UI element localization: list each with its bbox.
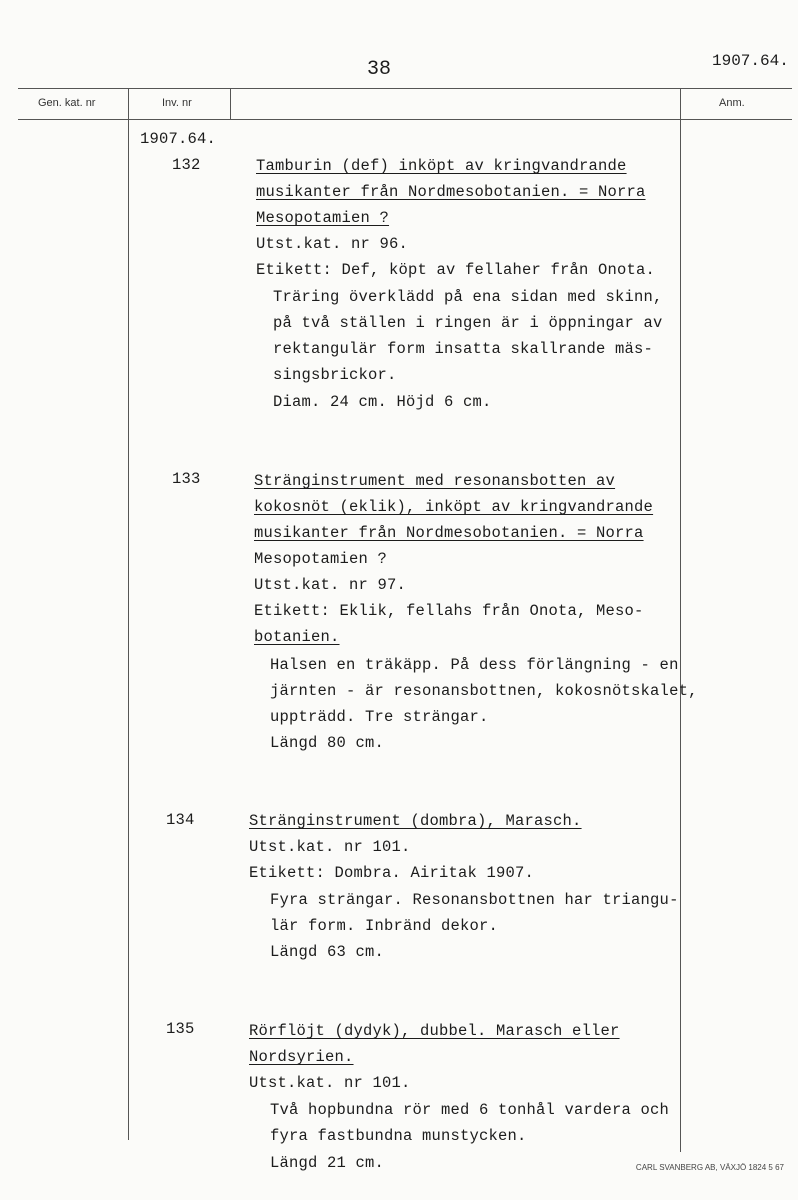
entry-line: Längd 80 cm. — [270, 734, 385, 752]
entry-line: botanien. — [254, 628, 340, 646]
entry-line: Stränginstrument med resonansbotten av — [254, 472, 616, 490]
entry-line: kokosnöt (eklik), inköpt av kringvandrande — [254, 498, 654, 516]
catalog-reference: 1907.64. — [712, 52, 789, 70]
entry-line: Stränginstrument (dombra), Marasch. — [249, 812, 582, 830]
inventory-number: 132 — [172, 156, 201, 174]
top-rule — [18, 88, 792, 89]
entry-line: Träring överklädd på ena sidan med skinn, — [273, 288, 663, 306]
header-rule — [18, 119, 792, 120]
catalog-group-number: 1907.64. — [140, 130, 217, 148]
column-header-gen-kat: Gen. kat. nr — [38, 97, 96, 109]
entry-line: Utst.kat. nr 101. — [249, 838, 411, 856]
entry-line: rektangulär form insatta skallrande mäs- — [273, 340, 654, 358]
entry-line: Fyra strängar. Resonansbottnen har triangu- — [270, 891, 679, 909]
entry-line: Utst.kat. nr 97. — [254, 576, 407, 594]
entry-line: Längd 63 cm. — [270, 943, 385, 961]
entry-line: fyra fastbundna munstycken. — [270, 1127, 527, 1145]
entry-line: Rörflöjt (dydyk), dubbel. Marasch eller — [249, 1022, 620, 1040]
entry-line: Halsen en träkäpp. På dess förlängning - en — [270, 656, 679, 674]
entry-line: musikanter från Nordmesobotanien. = Norra — [254, 524, 644, 542]
column-header-inv: Inv. nr — [162, 97, 192, 109]
entry-line: Tamburin (def) inköpt av kringvandrande — [256, 157, 627, 175]
entry-line: Nordsyrien. — [249, 1048, 354, 1066]
column-divider-2 — [230, 88, 231, 120]
inventory-number: 135 — [166, 1020, 195, 1038]
printer-mark: CARL SVANBERG AB, VÄXJÖ 1824 5 67 — [635, 1163, 784, 1172]
inventory-number: 133 — [172, 470, 201, 488]
entry-line: järnten - är resonansbottnen, kokosnötskalet, — [270, 682, 698, 700]
entry-line: Längd 21 cm. — [270, 1154, 385, 1172]
entry-line: Diam. 24 cm. Höjd 6 cm. — [273, 393, 492, 411]
entry-line: Två hopbundna rör med 6 tonhål vardera och — [270, 1101, 670, 1119]
entry-line: lär form. Inbränd dekor. — [270, 917, 499, 935]
entry-line: Etikett: Eklik, fellahs från Onota, Meso- — [254, 602, 644, 620]
entry-line: Mesopotamien ? — [256, 209, 390, 227]
entry-line: Etikett: Def, köpt av fellaher från Onota. — [256, 261, 656, 279]
page-number: 38 — [367, 58, 392, 81]
entry-line: på två ställen i ringen är i öppningar av — [273, 314, 663, 332]
entry-line: uppträdd. Tre strängar. — [270, 708, 489, 726]
entry-line: Utst.kat. nr 96. — [256, 235, 409, 253]
column-header-anm: Anm. — [719, 97, 745, 109]
inventory-number: 134 — [166, 811, 195, 829]
entry-line: Etikett: Dombra. Airitak 1907. — [249, 864, 535, 882]
column-divider-3 — [680, 88, 681, 1152]
entry-line: Utst.kat. nr 101. — [249, 1074, 411, 1092]
entry-line: musikanter från Nordmesobotanien. = Norra — [256, 183, 646, 201]
entry-line: singsbrickor. — [273, 366, 397, 384]
entry-line: Mesopotamien ? — [254, 550, 388, 568]
column-divider-1 — [128, 88, 129, 1140]
